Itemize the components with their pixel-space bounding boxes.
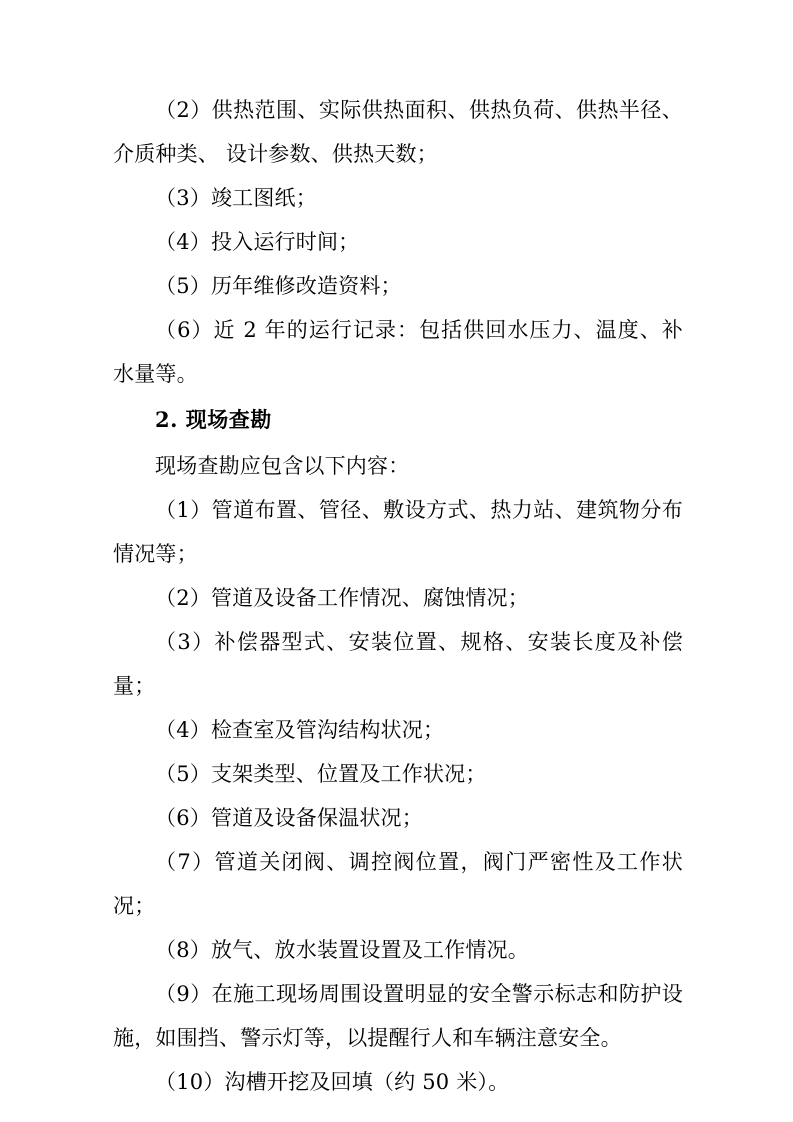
document-body — [113, 88, 683, 1104]
paragraph: （5）支架类型、位置及工作状况； — [155, 762, 487, 786]
paragraph: （10）沟槽开挖及回填（约 50 米）。 — [155, 1070, 510, 1094]
paragraph: （8）放气、放水装置设置及工作情况。 — [155, 938, 529, 962]
paragraph: 现场查勘应包含以下内容： — [155, 454, 410, 478]
paragraph: （9）在施工现场周围设置明显的安全警示标志和防护设施，如围挡、警示灯等，以提醒行人和车辆注意安全。 — [113, 982, 683, 1050]
paragraph: （6）近 2 年的运行记录：包括供回水压力、温度、补水量等。 — [113, 318, 683, 386]
paragraph: （1）管道布置、管径、敷设方式、热力站、建筑物分布情况等； — [113, 498, 683, 566]
paragraph: （5）历年维修改造资料； — [155, 274, 402, 298]
paragraph: （2）供热范围、实际供热面积、供热负荷、供热半径、介质种类、 设计参数、供热天数； — [113, 98, 683, 166]
paragraph: （7）管道关闭阀、调控阀位置，阀门严密性及工作状况； — [113, 850, 683, 918]
paragraph: （3）竣工图纸； — [155, 186, 317, 210]
paragraph: （4）检查室及管沟结构状况； — [155, 718, 445, 742]
paragraph: （2）管道及设备工作情况、腐蚀情况； — [155, 586, 529, 610]
paragraph: （4）投入运行时间； — [155, 230, 360, 254]
paragraph: （3）补偿器型式、安装位置、规格、安装长度及补偿量； — [113, 630, 683, 698]
section-heading: 2. 现场查勘 — [155, 407, 272, 432]
paragraph: （6）管道及设备保温状况； — [155, 806, 423, 830]
